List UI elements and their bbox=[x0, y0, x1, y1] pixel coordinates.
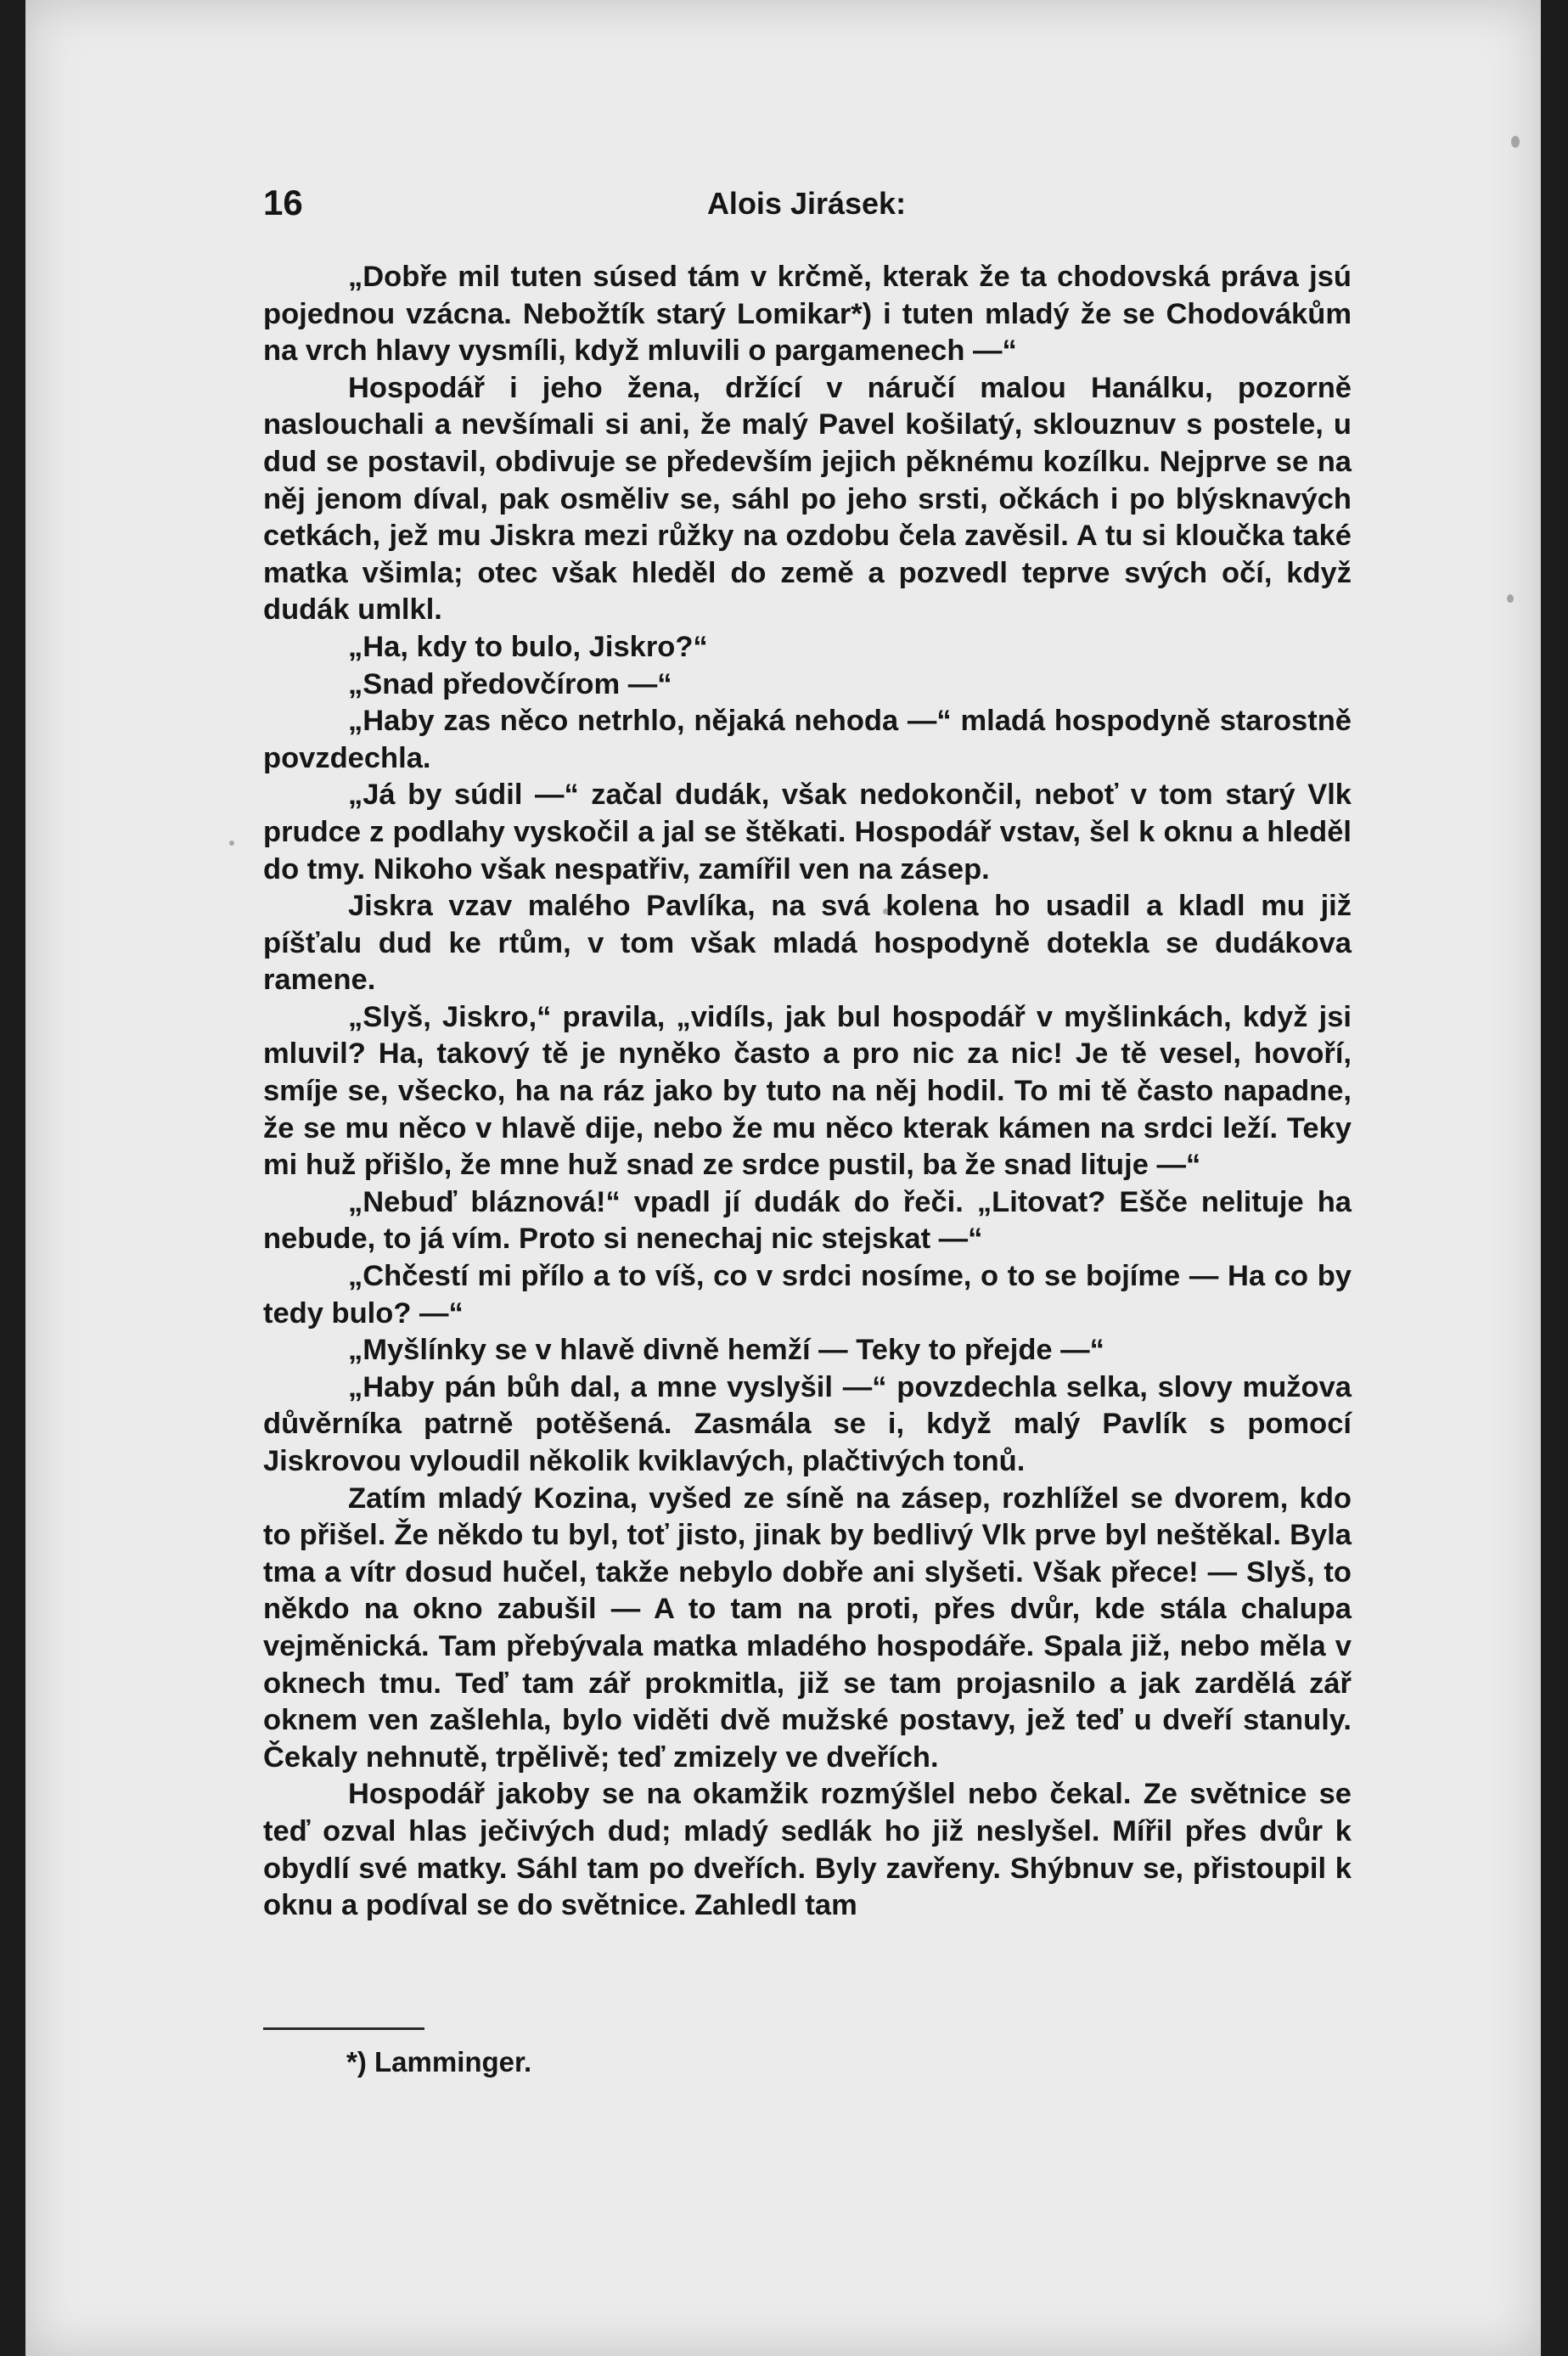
paragraph: „Haby zas něco netrhlo, nějaká nehoda —“ mladá hospodyně starostně povzdechla. bbox=[263, 705, 1352, 774]
body-text bbox=[263, 259, 1352, 1925]
paragraph: „Já by súdil —“ začal dudák, však nedokončil, neboť v tom starý Vlk prudce z podlahy vyskočil a jal se štěkati. Hospodář vstav, šel k oknu a hleděl do tmy. Nikoho však nespatřiv, zamířil ven na zásep. bbox=[263, 779, 1352, 886]
footnote: *) Lamminger. bbox=[346, 2046, 532, 2078]
paragraph: „Slyš, Jiskro,“ pravila, „vidíls, jak bul hospodář v myšlinkách, když jsi mluvil? Ha, takový tě je nyněko často a pro nic za nic! Je tě vesel, hovoří, smíje se, všecko, ha na ráz jako by tuto na něj hodil. To mi tě často napadne, že se mu něco v hlavě dije, nebo že mu něco kterak kámen na srdci leží. Teky mi huž přišlo, že mne huž snad ze srdce pustil, ba že snad lituje —“ bbox=[263, 1000, 1352, 1182]
running-head-author: Alois Jirásek: bbox=[706, 186, 907, 221]
paragraph: Zatím mladý Kozina, vyšed ze síně na zásep, rozhlížel se dvorem, kdo to přišel. Že někdo tu byl, toť jisto, jinak by bedlivý Vlk prve byl neštěkal. Byla tma a vítr dosud hučel, takže nebylo dobře ani slyšeti. Však přece! — Slyš, to někdo na okno zabušil — A to tam na proti, přes dvůr, kde stála chalupa vejměnická. Tam přebývala matka mladého hospodáře. Spala již, nebo měla v oknech tmu. Teď tam zář prokmitla, již se tam projasnilo a jak zardělá zář oknem ven zašlehla, bylo viděti dvě mužské postavy, jež teď u dveří stanuly. Čekaly nehnutě, trpělivě; teď zmizely ve dveřích. bbox=[263, 1482, 1352, 1774]
paragraph: „Haby pán bůh dal, a mne vyslyšil —“ povzdechla selka, slovy mužova důvěrníka patrně potěšená. Zasmála se i, když malý Pavlík s pomocí Jiskrovou vyloudil několik kviklavých, plačtivých tonů. bbox=[263, 1370, 1352, 1477]
page-header bbox=[263, 183, 1350, 233]
paragraph: „Ha, kdy to bulo, Jiskro?“ bbox=[348, 630, 708, 663]
paragraph: Hospodář i jeho žena, držící v náručí malou Hanálku, pozorně naslouchali a nevšímali si ani, že malý Pavel košilatý, sklouznuv s postele, u dud se postavil, obdivuje se především jejich pěknému kozílku. Nejprve se na něj jenom díval, pak osměliv se, sáhl po jeho srsti, očkách i po blýsknavých cetkách, jež mu Jiskra mezi růžky na ozdobu čela zavěsil. A tu si kloučka také matka všimla; otec však hleděl do země a pozvedl teprve svých očí, když dudák umlkl. bbox=[263, 371, 1352, 627]
paragraph: Jiskra vzav malého Pavlíka, na svá kolena ho usadil a kladl mu již píšťalu dud ke rtům, v tom však mladá hospodyně dotekla se dudákova ramene. bbox=[263, 890, 1352, 997]
paragraph: „Myšlínky se v hlavě divně hemží — Teky to přejde —“ bbox=[348, 1334, 1104, 1367]
paragraph: Hospodář jakoby se na okamžik rozmýšlel nebo čekal. Ze světnice se teď ozval hlas ječivých dud; mladý sedlák ho již neslyšel. Mířil přes dvůr k obydlí své matky. Sáhl tam po dveřích. Byly zavřeny. Shýbnuv se, přistoupil k oknu a podíval se do světnice. Zahledl tam bbox=[263, 1778, 1352, 1922]
page-number: 16 bbox=[263, 183, 303, 222]
paragraph: „Snad předovčírom —“ bbox=[348, 667, 672, 700]
footnote-rule bbox=[263, 2027, 424, 2030]
paragraph: „Nebuď bláznová!“ vpadl jí dudák do řeči. „Litovat? Ešče nelituje ha nebude, to já vím. Proto si nenechaj nic stejskat —“ bbox=[263, 1185, 1352, 1256]
ink-speck bbox=[1507, 594, 1514, 603]
ink-speck bbox=[229, 841, 234, 846]
paragraph: „Chčestí mi přílo a to víš, co v srdci nosíme, o to se bojíme — Ha co by tedy bulo? —“ bbox=[263, 1260, 1352, 1330]
ink-speck bbox=[1511, 136, 1520, 148]
paragraph: „Dobře mil tuten súsed tám v krčmě, kterak že ta chodovská práva jsú pojednou vzácna. Nebožtík starý Lomikar*) i tuten mladý že se Chodovákům na vrch hlavy vysmíli, když mluvili o pargamenech —“ bbox=[263, 261, 1352, 368]
